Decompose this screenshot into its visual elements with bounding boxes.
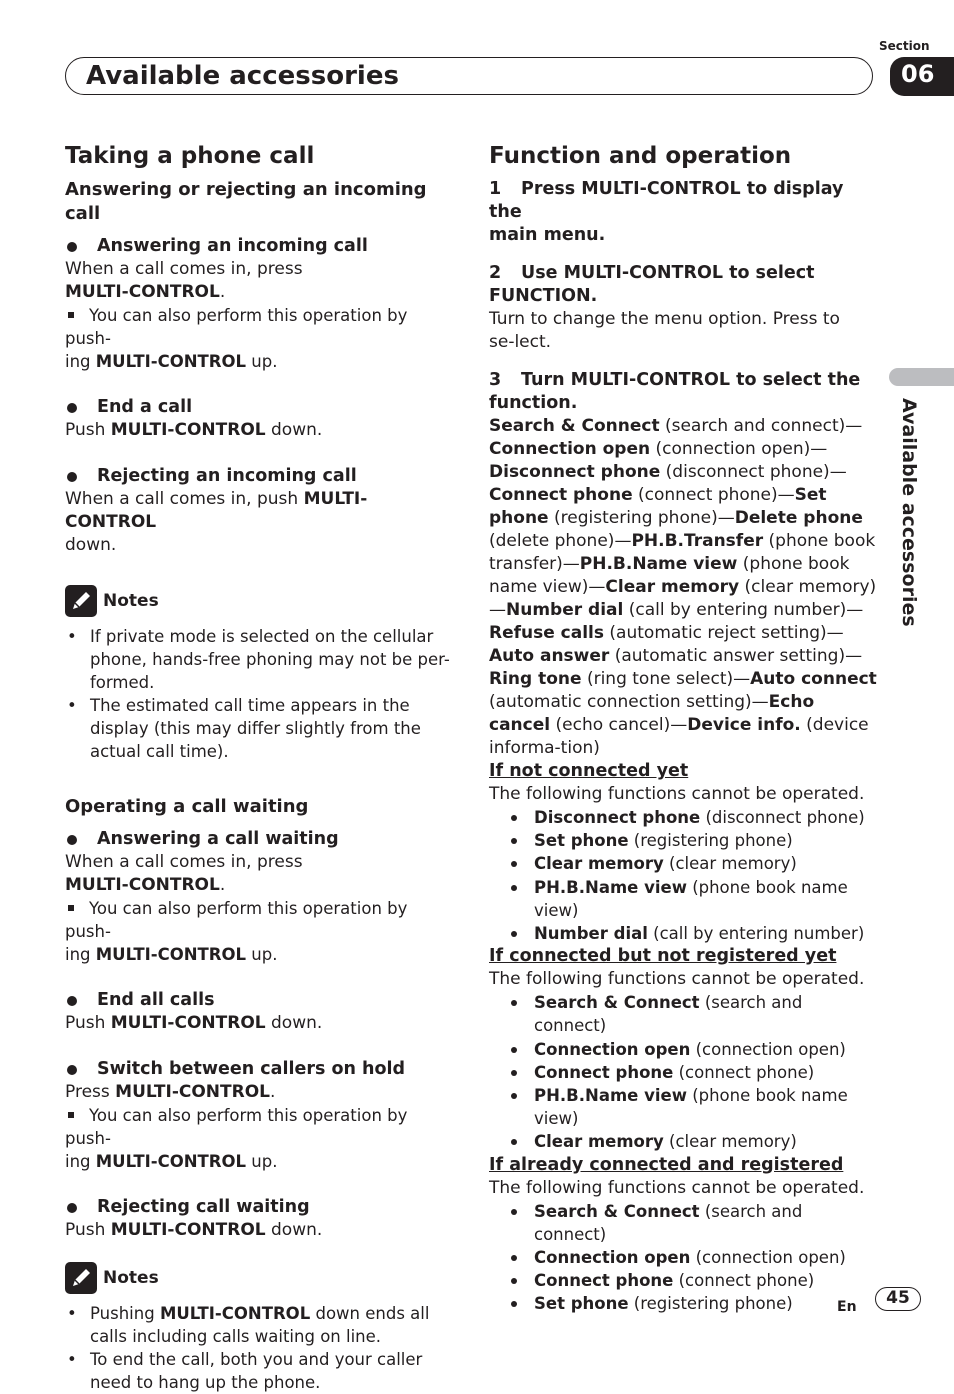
function-name: Device info. (687, 715, 801, 735)
function-desc: (search and connect) (534, 993, 803, 1036)
function-name: Ring tone (489, 669, 582, 689)
end-all-text: Push MULTI-CONTROL down. (65, 1013, 323, 1033)
page-title: Available accessories (86, 61, 399, 91)
function-desc: (clear memory) (669, 854, 797, 874)
dash-separator: — (670, 715, 688, 735)
section-number-badge: 06 (890, 57, 954, 96)
function-name: PH.B.Name view (534, 877, 687, 897)
language-label: En (837, 1299, 857, 1315)
list-item (489, 1038, 879, 1061)
dash-separator: — (489, 600, 506, 620)
list-item (489, 1269, 879, 1292)
function-name: Set phone (534, 1294, 629, 1314)
note-item: • The estimated call time appears in the display (this may differ slightly from the actual call time). (65, 694, 450, 763)
list-item (489, 829, 879, 852)
function-desc: (search and connect) (664, 416, 846, 436)
dash-separator: — (717, 508, 735, 528)
dash-separator: — (826, 623, 844, 643)
list-item (489, 876, 879, 922)
step-2: 2 Use MULTI-CONTROL to select FUNCTION. (489, 263, 815, 306)
function-name: Disconnect phone (489, 462, 661, 482)
group-heading: If not connected yet (489, 761, 689, 781)
notes-list-2 (65, 1302, 450, 1394)
function-desc: (connection open) (695, 1248, 846, 1268)
pencil-note-icon (65, 1262, 97, 1294)
answer-call-note: You can also perform this operation by push- ing MULTI-CONTROL up. (65, 304, 450, 373)
reject-waiting-text: Push MULTI-CONTROL down. (65, 1220, 323, 1240)
section-label: Section (879, 39, 930, 53)
function-desc: (connection open) (655, 439, 811, 459)
section-heading-taking-call: Taking a phone call (65, 143, 315, 169)
list-item (489, 1061, 879, 1084)
function-name: Clear memory (534, 854, 664, 874)
group-intro: The following functions cannot be operated. (489, 969, 865, 990)
function-name: Connection open (534, 1039, 691, 1059)
dash-separator: — (777, 485, 795, 505)
list-item (489, 1130, 879, 1153)
restriction-groups (489, 760, 879, 1316)
function-desc: (connection open) (695, 1039, 846, 1059)
step-2-text: Turn to change the menu option. Press to se-lect. (489, 309, 840, 352)
function-desc: (ring tone select) (586, 669, 734, 689)
item-title-reject-waiting: Rejecting call waiting (65, 1195, 450, 1219)
right-column (489, 140, 879, 1316)
function-name: Connection open (489, 439, 651, 459)
list-item (489, 1246, 879, 1269)
list-item (489, 922, 879, 945)
function-name: PH.B.Name view (534, 1086, 687, 1106)
side-tab-label: Available accessories (898, 398, 920, 627)
dash-separator: — (562, 554, 580, 574)
function-list (489, 415, 879, 760)
left-column (65, 140, 450, 1394)
item-title-answer-waiting: Answering a call waiting (65, 827, 450, 851)
restricted-function-list (489, 991, 879, 1153)
item-title-reject-call: Rejecting an incoming call (65, 464, 450, 488)
switch-callers-note: You can also perform this operation by push- ing MULTI-CONTROL up. (65, 1104, 450, 1173)
function-name: PH.B.Transfer (631, 531, 764, 551)
group-heading: If already connected and registered (489, 1154, 844, 1175)
dash-separator: — (845, 646, 863, 666)
dash-separator: — (751, 692, 769, 712)
function-name: Connect phone (534, 1271, 674, 1291)
function-desc: (registering phone) (633, 1294, 793, 1314)
restricted-function-list (489, 1200, 879, 1316)
function-name: Disconnect phone (534, 808, 701, 827)
answer-waiting-text: When a call comes in, press MULTI-CONTROL. (65, 852, 303, 895)
pencil-note-icon (65, 585, 97, 617)
item-title-end-call: End a call (65, 395, 450, 419)
answer-call-text: When a call comes in, press MULTI-CONTROL. (65, 259, 303, 302)
dash-separator: — (829, 462, 847, 482)
function-name: Number dial (534, 924, 648, 944)
section-heading-function: Function and operation (489, 143, 792, 169)
note-item: • To end the call, both you and your caller need to hang up the phone. (65, 1348, 450, 1394)
note-item: • If private mode is selected on the cellular phone, hands-free phoning may not be per-formed. (65, 625, 450, 694)
group-intro: The following functions cannot be operated. (489, 1177, 865, 1198)
switch-callers-text: Press MULTI-CONTROL. (65, 1082, 276, 1102)
function-desc: (connect phone) (678, 1271, 815, 1291)
function-name: Delete phone (734, 508, 863, 528)
function-desc: (automatic connection setting) (489, 692, 752, 712)
function-name: Set phone (489, 485, 827, 528)
function-name: Echo cancel (489, 692, 815, 735)
function-desc: (delete phone) (489, 531, 615, 551)
function-desc: (phone book name view) (534, 877, 848, 920)
item-title-switch-callers: Switch between callers on hold (65, 1057, 450, 1081)
function-desc: (search and connect) (534, 1201, 803, 1244)
subheading-call-waiting: Operating a call waiting (65, 796, 309, 817)
function-name: Number dial (506, 600, 624, 620)
end-call-text: Push MULTI-CONTROL down. (65, 420, 323, 440)
step-3: 3 Turn MULTI-CONTROL to select the function. (489, 370, 861, 413)
function-desc: (clear memory) (669, 1132, 797, 1152)
function-desc: (device informa-tion) (489, 715, 869, 758)
notes-heading-1: Notes (65, 585, 450, 617)
function-name: PH.B.Name view (579, 554, 738, 574)
list-item (489, 852, 879, 875)
group-intro: The following functions cannot be operated. (489, 784, 865, 804)
function-desc: (automatic reject setting) (609, 623, 827, 643)
function-name: Search & Connect (534, 993, 700, 1013)
function-desc: (clear memory) (744, 577, 877, 597)
notes-list-1 (65, 625, 450, 763)
dash-separator: — (588, 577, 606, 597)
function-desc: (connect phone) (638, 485, 778, 505)
note-item: • Pushing MULTI-CONTROL down ends all calls including calls waiting on line. (65, 1302, 450, 1348)
list-item (489, 991, 879, 1037)
function-desc: (phone book transfer) (489, 531, 876, 574)
function-name: Search & Connect (489, 416, 660, 436)
answer-waiting-note: You can also perform this operation by push- ing MULTI-CONTROL up. (65, 897, 450, 966)
group-heading: If connected but not registered yet (489, 946, 837, 967)
function-name: Auto connect (750, 669, 877, 689)
function-desc: (phone book name view) (534, 1086, 848, 1129)
function-desc: (call by entering number) (653, 924, 865, 944)
dash-separator: — (846, 600, 864, 620)
dash-separator: — (614, 531, 632, 551)
function-desc: (call by entering number) (628, 600, 847, 620)
function-desc: (registering phone) (554, 508, 718, 528)
reject-call-text: When a call comes in, push MULTI-CONTROL down. (65, 489, 368, 555)
item-title-answer-call: Answering an incoming call (65, 234, 450, 258)
item-title-end-all: End all calls (65, 988, 450, 1012)
function-name: Refuse calls (489, 623, 605, 643)
function-name: Connection open (534, 1248, 691, 1268)
list-item (489, 1292, 879, 1315)
function-name: Clear memory (534, 1132, 664, 1152)
list-item (489, 806, 879, 829)
function-desc: (disconnect phone) (705, 808, 865, 827)
list-item (489, 1200, 879, 1246)
dash-separator: — (733, 669, 751, 689)
function-name: Auto answer (489, 646, 610, 666)
header-bar (65, 57, 873, 95)
function-desc: (registering phone) (633, 831, 793, 851)
function-name: Connect phone (534, 1062, 674, 1082)
restricted-function-list (489, 806, 879, 945)
side-tab-marker (889, 368, 954, 386)
notes-heading-2: Notes (65, 1262, 450, 1294)
function-name: Connect phone (489, 485, 633, 505)
page-number: 45 (875, 1287, 921, 1311)
function-name: Set phone (534, 831, 629, 851)
dash-separator: — (845, 416, 863, 436)
subheading-answering-rejecting: Answering or rejecting an incoming call (65, 179, 427, 224)
function-name: Clear memory (605, 577, 740, 597)
dash-separator: — (810, 439, 828, 459)
step-1: 1 Press MULTI-CONTROL to display the main menu. (489, 179, 844, 245)
function-desc: (echo cancel) (555, 715, 671, 735)
function-name: Search & Connect (534, 1201, 700, 1221)
list-item (489, 1084, 879, 1130)
function-desc: (connect phone) (678, 1062, 815, 1082)
function-desc: (automatic answer setting) (614, 646, 846, 666)
function-desc: (disconnect phone) (665, 462, 830, 482)
function-desc: (phone book name view) (489, 554, 850, 597)
